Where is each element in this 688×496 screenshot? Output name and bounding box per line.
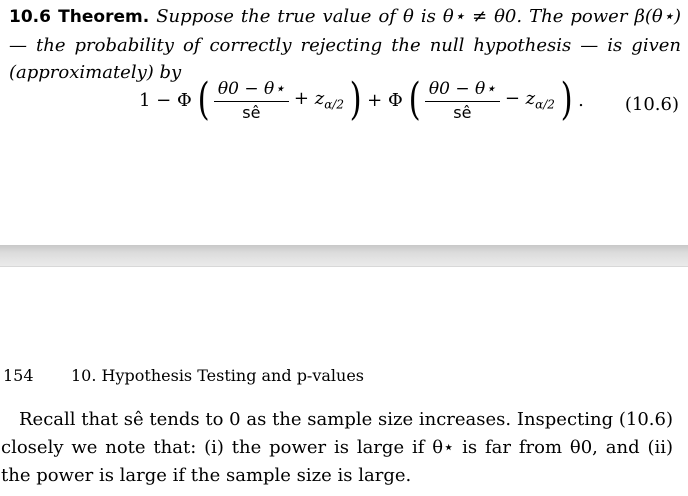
fraction-1 xyxy=(214,79,289,122)
right-paren-2: ) xyxy=(560,74,573,125)
running-head xyxy=(3,366,364,385)
one-minus-phi: 1 − Φ xyxy=(139,89,192,111)
left-paren-2: ( xyxy=(408,74,421,125)
next-page-fragment xyxy=(0,267,688,496)
right-paren: ) xyxy=(349,74,362,125)
page-divider xyxy=(0,245,688,267)
plus-phi: + Φ xyxy=(367,89,403,111)
theorem-label: 10.6 Theorem. xyxy=(9,7,150,27)
left-paren: ( xyxy=(197,74,210,125)
fraction-1-denominator: sê xyxy=(242,102,261,122)
equation-period: . xyxy=(578,89,584,111)
fraction-2-denominator: sê xyxy=(453,102,472,122)
equation-number: (10.6) xyxy=(624,94,679,115)
chapter-title: 10. Hypothesis Testing and p-values xyxy=(71,366,365,385)
equation-10-6 xyxy=(0,74,688,134)
minus-z-term: − $z_{\alpha/2}$ xyxy=(504,88,555,112)
power-formula xyxy=(136,74,587,125)
body-paragraph: Recall that sê tends to 0 as the sample size increases. Inspecting (10.6) closely we note that: (i) the power is large if θ⋆ is far from θ0, and (ii) the power is large if the sample size is large. xyxy=(1,409,673,486)
plus-z-term: + $z_{\alpha/2}$ xyxy=(293,88,344,112)
fraction-2 xyxy=(425,79,500,122)
page-number: 154 xyxy=(3,366,34,385)
fraction-1-numerator: θ0 − θ⋆ xyxy=(214,79,289,102)
theorem-statement: Suppose the true value of θ is θ⋆ ≠ θ0. The power β(θ⋆) — the probability of correctly rejecting the null hypothesis — is given (approximately) by xyxy=(9,6,681,83)
theorem-page-fragment xyxy=(0,0,688,245)
fraction-2-numerator: θ0 − θ⋆ xyxy=(425,79,500,102)
